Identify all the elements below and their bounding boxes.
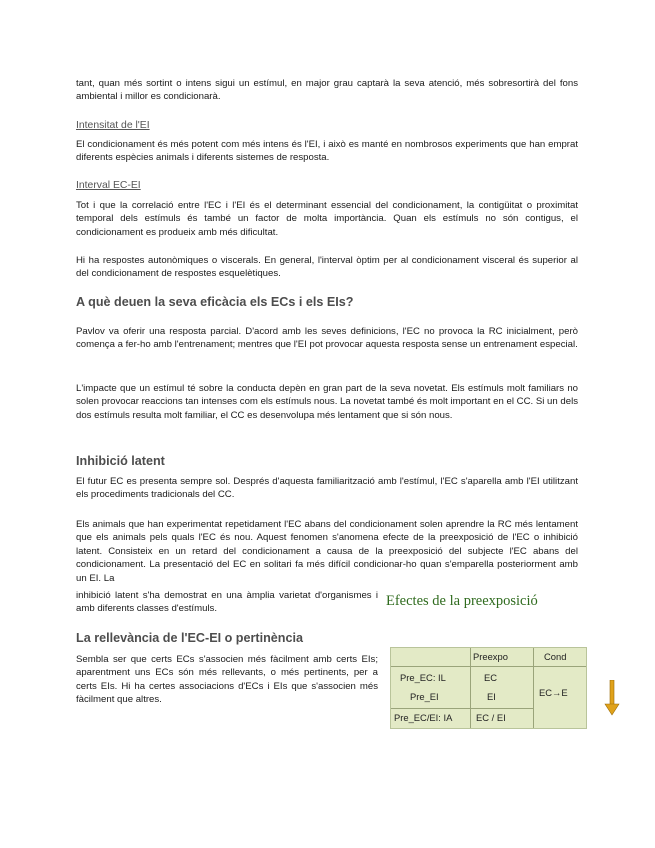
column-header-cond: Cond [544,651,567,662]
table-divider [470,648,471,728]
preexposition-table [390,647,587,729]
heading-inhibicio-latent: Inhibició latent [76,454,165,468]
paragraph-pavlov: Pavlov va oferir una resposta parcial. D'acord amb les seves definicions, l'EC no provoca la RC inicialment, però comença a fer-ho amb l'entrenament; mentres que l'EI pot provocar aquesta resposta sense un entrenament especial. [76,326,578,351]
row-label: Pre_EI [410,691,439,702]
paragraph-preexposicio: Els animals que han experimentat repetidament l'EC abans del condicionament solen aprendre la RC més lentament que els animals pels quals l'EC és nou. Aquest fenomen s'anomena efecte de la preexposició de l'EC o inhibició latent. Consisteix en un retard del condicionament a causa de la preexposició del subjecte l'EC abans del condicionament. La presentació del EC en solitari fa més difícil condicionar-ho quan s'emparella posteriorment amb un EI. La [76,519,578,584]
paragraph-inhibicio-demostrada: inhibició latent s'ha demostrat en una àmplia varietat d'organismes i amb diferents classes d'estímuls. [76,590,378,615]
heading-rellevancia: La rellevància de l'EC-EI o pertinència [76,631,303,645]
paragraph-intro: tant, quan més sortint o intens sigui un estímul, en major grau captarà la seva atenció, més sobresortirà del fons ambiental i millor es condicionarà. [76,78,578,103]
table-divider [533,648,534,728]
figure-caption: Efectes de la preexposició [386,593,538,609]
paragraph-futur-ec: El futur EC es presenta sempre sol. Després d'aquesta familiarització amb l'estímul, l'EC s'aparella amb l'EI utilitzant els procediments tradicionals del CC. [76,476,578,501]
paragraph-novetat: L'impacte que un estímul té sobre la conducta depèn en gran part de la seva novetat. Els estímuls molt familiars no solen provocar reaccions tan intenses com els estímuls nous. La novetat també és molt important en el CC. Si un dels dos estímuls resulta molt familiar, el CC es desenvolupa més lentament que si són nous. [76,383,578,421]
subheading-interval: Interval EC-EI [76,180,141,191]
row-label: Pre_EC/EI: IA [394,712,453,723]
paragraph-intensitat: El condicionament és més potent com més intens és l'EI, i això es manté en nombrosos experiments que han emprat diferents espècies animals i diferents sistemes de resposta. [76,139,578,164]
row-label: Pre_EC: IL [400,672,446,683]
paragraph-rellevancia: Sembla ser que certs ECs s'associen més fàcilment amb certs EIs; aparentment uns ECs són més rellevants, o més pertinents, per a certs EIs. Hi ha certes associacions d'ECs i EIs que s'associen més fàcilment que altres. [76,654,378,706]
cond-value: EC→E [539,687,568,698]
row-preexpo-value: EI [487,691,496,702]
column-header-preexpo: Preexpo [473,651,508,662]
paragraph-interval: Tot i que la correlació entre l'EC i l'EI és el determinant essencial del condicionament, la contigüitat o proximitat temporal dels estímuls és també un factor de molta importància. Quan els estímuls no són contigus, el condicionament es produeix amb més dificultat. [76,200,578,238]
paragraph-viscerals: Hi ha respostes autonòmiques o viscerals. En general, l'interval òptim per al condicionament visceral és superior al del condicionament de respostes esquelètiques. [76,255,578,280]
down-arrow-icon [604,680,620,716]
row-preexpo-value: EC [484,672,498,683]
subheading-intensitat: Intensitat de l'EI [76,120,150,131]
row-preexpo-value: EC / EI [476,712,506,723]
heading-eficacia: A què deuen la seva eficàcia els ECs i els EIs? [76,295,354,309]
table-divider [391,708,533,709]
